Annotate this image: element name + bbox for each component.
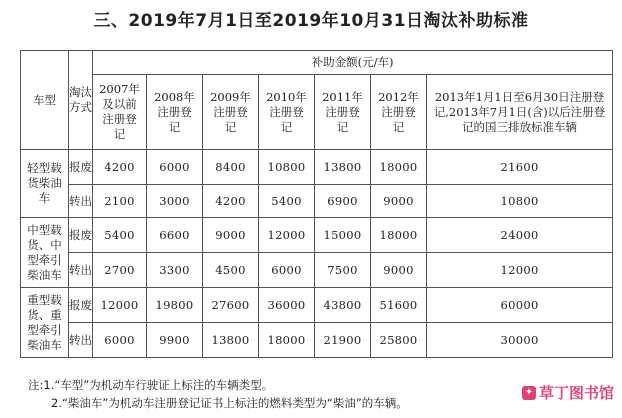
method-cell: 报废	[69, 150, 93, 185]
subsidy-value-cell: 12000	[93, 288, 147, 323]
subsidy-value-cell: 10800	[259, 150, 315, 185]
year-header: 2011年注册登记	[315, 75, 371, 150]
watermark	[522, 382, 614, 403]
method-cell: 报废	[69, 288, 93, 323]
vehicle-type-cell: 中型载货、中型牵引柴油车	[21, 218, 69, 288]
subsidy-value-cell: 6600	[147, 218, 203, 253]
subsidy-value-cell: 13800	[203, 323, 259, 358]
subsidy-value-cell: 18000	[259, 323, 315, 358]
subsidy-value-cell: 5400	[259, 185, 315, 218]
header-vehicle-type: 车型	[21, 51, 69, 150]
subsidy-value-cell: 6900	[315, 185, 371, 218]
subsidy-value-cell: 6000	[147, 150, 203, 185]
subsidy-value-cell: 12000	[259, 218, 315, 253]
subsidy-value-cell: 21600	[427, 150, 613, 185]
notes	[28, 376, 498, 412]
subsidy-value-cell: 18000	[371, 218, 427, 253]
subsidy-value-cell: 24000	[427, 218, 613, 253]
subsidy-value-cell: 51600	[371, 288, 427, 323]
subsidy-value-cell: 30000	[427, 323, 613, 358]
year-header: 2013年1月1日至6月30日注册登记,2013年7月1日(含)以后注册登记的国三排放标准车辆	[427, 75, 613, 150]
subsidy-value-cell: 10800	[427, 185, 613, 218]
subsidy-value-cell: 3000	[147, 185, 203, 218]
subsidy-value-cell: 21900	[315, 323, 371, 358]
subsidy-table	[20, 50, 613, 358]
table-row	[21, 288, 613, 323]
vehicle-type-cell: 重型载货、重型牵引柴油车	[21, 288, 69, 358]
year-header-row	[21, 75, 613, 150]
subsidy-value-cell: 27600	[203, 288, 259, 323]
table-row	[21, 218, 613, 253]
subsidy-value-cell: 12000	[427, 253, 613, 288]
subsidy-value-cell: 36000	[259, 288, 315, 323]
note-1: 注:1.“车型”为机动车行驶证上标注的车辆类型。	[28, 378, 274, 392]
method-cell: 报废	[69, 218, 93, 253]
table-row	[21, 150, 613, 185]
vehicle-type-cell: 轻型载货柴油车	[21, 150, 69, 218]
subsidy-value-cell: 18000	[371, 150, 427, 185]
table-row	[21, 253, 613, 288]
method-cell: 转出	[69, 253, 93, 288]
watermark-text: 草丁图书馆	[538, 384, 614, 402]
subsidy-value-cell: 13800	[315, 150, 371, 185]
subsidy-value-cell: 4500	[203, 253, 259, 288]
page-title: 三、2019年7月1日至2019年10月31日淘汰补助标准	[93, 11, 529, 31]
year-header: 2008年注册登记	[147, 75, 203, 150]
subsidy-value-cell: 9000	[203, 218, 259, 253]
subsidy-value-cell: 19800	[147, 288, 203, 323]
subsidy-value-cell: 15000	[315, 218, 371, 253]
subsidy-value-cell: 7500	[315, 253, 371, 288]
year-header: 2010年注册登记	[259, 75, 315, 150]
header-method: 淘汰方式	[69, 51, 93, 150]
year-header: 2012年注册登记	[371, 75, 427, 150]
subsidy-value-cell: 60000	[427, 288, 613, 323]
subsidy-value-cell: 3300	[147, 253, 203, 288]
subsidy-value-cell: 9900	[147, 323, 203, 358]
subsidy-value-cell: 43800	[315, 288, 371, 323]
subsidy-value-cell: 2100	[93, 185, 147, 218]
year-header: 2009年注册登记	[203, 75, 259, 150]
subsidy-value-cell: 4200	[93, 150, 147, 185]
subsidy-value-cell: 8400	[203, 150, 259, 185]
subsidy-value-cell: 9000	[371, 253, 427, 288]
subsidy-value-cell: 25800	[371, 323, 427, 358]
table-row	[21, 185, 613, 218]
subsidy-value-cell: 4200	[203, 185, 259, 218]
method-cell: 转出	[69, 323, 93, 358]
note-2: 2.“柴油车”为机动车注册登记证书上标注的燃料类型为“柴油”的车辆。	[51, 396, 408, 410]
subsidy-value-cell: 6000	[259, 253, 315, 288]
subsidy-value-cell: 5400	[93, 218, 147, 253]
subsidy-value-cell: 2700	[93, 253, 147, 288]
header-amount-group: 补助金额(元/车)	[93, 51, 613, 75]
subsidy-value-cell: 6000	[93, 323, 147, 358]
method-cell: 转出	[69, 185, 93, 218]
year-header: 2007年及以前注册登记	[93, 75, 147, 150]
watermark-logo-icon: ✦	[522, 386, 536, 400]
subsidy-value-cell: 9000	[371, 185, 427, 218]
table-row	[21, 323, 613, 358]
